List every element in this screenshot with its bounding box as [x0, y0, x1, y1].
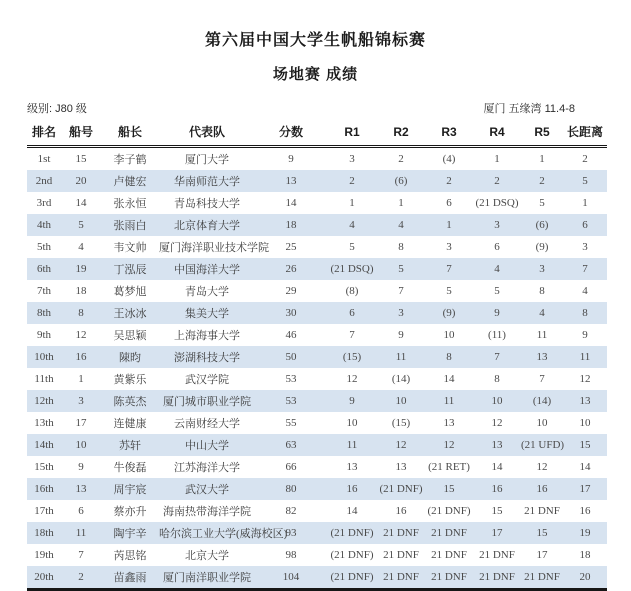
boat-number-cell: 12	[75, 329, 87, 341]
score-cell: 13	[285, 175, 297, 187]
table-row	[27, 478, 607, 500]
r2-cell: 3	[398, 307, 404, 319]
r5-cell: 17	[536, 549, 548, 561]
r2-cell: 4	[398, 219, 404, 231]
boat-number-cell: 5	[78, 219, 84, 231]
team-cell: 中山大学	[185, 440, 229, 452]
captain-cell: 王冰冰	[113, 308, 147, 320]
team-cell: 厦门南洋职业学院	[163, 572, 251, 584]
r2-cell: 7	[398, 285, 404, 297]
distance-cell: 11	[579, 351, 591, 363]
team-cell: 北京体育大学	[174, 220, 240, 232]
r4-cell: 9	[494, 307, 500, 319]
distance-cell: 18	[579, 549, 591, 561]
distance-cell: 4	[582, 285, 588, 297]
distance-cell: 1	[582, 197, 588, 209]
r4-cell: 7	[494, 351, 500, 363]
r4-cell: 10	[491, 395, 503, 407]
r5-cell: (9)	[535, 241, 549, 253]
team-cell: 厦门城市职业学院	[163, 396, 251, 408]
r1-cell: 11	[346, 439, 358, 451]
r3-cell: (9)	[442, 307, 456, 319]
rank-cell: 8th	[36, 307, 52, 319]
distance-cell: 5	[582, 175, 588, 187]
r1-cell: 13	[346, 461, 358, 473]
captain-cell: 李子鹤	[113, 154, 147, 166]
header-score: 分数	[255, 120, 327, 147]
r5-cell: (14)	[532, 395, 552, 407]
r2-cell: 11	[395, 351, 407, 363]
score-cell: 66	[285, 461, 297, 473]
r4-cell: 16	[491, 483, 503, 495]
score-cell: 80	[285, 483, 297, 495]
team-cell: 青岛大学	[185, 286, 229, 298]
header-rank: 排名	[27, 120, 61, 147]
captain-cell: 周宇宸	[113, 484, 147, 496]
r2-cell: 2	[398, 153, 404, 165]
boat-number-cell: 4	[78, 241, 84, 253]
rank-cell: 4th	[36, 219, 52, 231]
table-row	[27, 258, 607, 280]
r2-cell: 12	[395, 439, 407, 451]
venue-date-label: 厦门 五缘湾 11.4-8	[483, 103, 575, 115]
distance-cell: 2	[582, 153, 588, 165]
r1-cell: 4	[349, 219, 355, 231]
score-cell: 82	[285, 505, 297, 517]
score-cell: 25	[285, 241, 297, 253]
r5-cell: 2	[539, 175, 545, 187]
score-cell: 46	[285, 329, 297, 341]
captain-cell: 吴思颖	[113, 330, 147, 342]
results-table	[27, 120, 607, 591]
team-cell: 集美大学	[185, 308, 229, 320]
team-cell: 哈尔滨工业大学(威海校区)	[159, 528, 288, 540]
boat-number-cell: 17	[75, 417, 87, 429]
team-cell: 海南热带海洋学院	[163, 506, 251, 518]
r3-cell: 21 DNF	[431, 527, 467, 539]
boat-number-cell: 11	[75, 527, 87, 539]
r1-cell: 5	[349, 241, 355, 253]
distance-cell: 7	[582, 263, 588, 275]
table-row	[27, 522, 607, 544]
score-cell: 98	[285, 549, 297, 561]
header-row	[27, 120, 607, 147]
r3-cell: 13	[443, 417, 455, 429]
r2-cell: 8	[398, 241, 404, 253]
rank-cell: 9th	[36, 329, 52, 341]
boat-number-cell: 6	[78, 505, 84, 517]
r3-cell: 2	[446, 175, 452, 187]
header-r1: R1	[327, 120, 377, 147]
captain-cell: 葛梦旭	[113, 286, 147, 298]
table-row	[27, 324, 607, 346]
r1-cell: (21 DNF)	[330, 571, 374, 583]
team-cell: 中国海洋大学	[174, 264, 240, 276]
team-cell: 澎湖科技大学	[174, 352, 240, 364]
r5-cell: 7	[539, 373, 545, 385]
captain-cell: 苏轩	[119, 440, 141, 452]
r1-cell: 6	[349, 307, 355, 319]
r5-cell: 5	[539, 197, 545, 209]
r3-cell: 1	[446, 219, 452, 231]
team-cell: 华南师范大学	[174, 176, 240, 188]
r5-cell: 11	[536, 329, 548, 341]
distance-cell: 17	[579, 483, 591, 495]
table-row	[27, 412, 607, 434]
captain-cell: 陈英杰	[113, 396, 147, 408]
header-r3: R3	[425, 120, 473, 147]
table-row	[27, 170, 607, 192]
table-row	[27, 390, 607, 412]
score-cell: 14	[285, 197, 297, 209]
rank-cell: 20th	[34, 571, 54, 583]
captain-cell: 连健康	[113, 418, 147, 430]
distance-cell: 6	[582, 219, 588, 231]
r1-cell: 1	[349, 197, 355, 209]
r5-cell: 4	[539, 307, 545, 319]
r5-cell: 3	[539, 263, 545, 275]
r4-cell: 17	[491, 527, 503, 539]
distance-cell: 19	[579, 527, 591, 539]
r1-cell: 12	[346, 373, 358, 385]
captain-cell: 苗鑫雨	[113, 572, 147, 584]
table-row	[27, 566, 607, 590]
rank-cell: 13th	[34, 417, 54, 429]
r3-cell: 11	[443, 395, 455, 407]
r5-cell: 21 DNF	[524, 571, 560, 583]
captain-cell: 蔡亦升	[113, 506, 147, 518]
r4-cell: 8	[494, 373, 500, 385]
r3-cell: 6	[446, 197, 452, 209]
boat-number-cell: 3	[78, 395, 84, 407]
rank-cell: 15th	[34, 461, 54, 473]
table-row	[27, 280, 607, 302]
score-cell: 63	[285, 439, 297, 451]
table-row	[27, 346, 607, 368]
boat-number-cell: 10	[75, 439, 87, 451]
header-r5: R5	[521, 120, 563, 147]
table-row	[27, 214, 607, 236]
r5-cell: 16	[536, 483, 548, 495]
meta-row	[27, 100, 607, 116]
distance-cell: 9	[582, 329, 588, 341]
rank-cell: 16th	[34, 483, 54, 495]
rank-cell: 17th	[34, 505, 54, 517]
boat-number-cell: 16	[75, 351, 87, 363]
score-cell: 29	[285, 285, 297, 297]
table-row	[27, 544, 607, 566]
team-cell: 厦门海洋职业技术学院	[159, 242, 269, 254]
score-cell: 9	[288, 153, 294, 165]
rank-cell: 1st	[37, 153, 51, 165]
team-cell: 武汉学院	[185, 374, 229, 386]
r4-cell: 13	[491, 439, 503, 451]
captain-cell: 丁泓辰	[113, 264, 147, 276]
distance-cell: 10	[579, 417, 591, 429]
header-r2: R2	[377, 120, 425, 147]
r5-cell: 15	[536, 527, 548, 539]
rank-cell: 19th	[34, 549, 54, 561]
r3-cell: 21 DNF	[431, 571, 467, 583]
r1-cell: (21 DNF)	[330, 527, 374, 539]
distance-cell: 12	[579, 373, 591, 385]
score-cell: 53	[285, 395, 297, 407]
boat-number-cell: 8	[78, 307, 84, 319]
r3-cell: 14	[443, 373, 455, 385]
r4-cell: 21 DNF	[479, 571, 515, 583]
captain-cell: 牛俊磊	[113, 462, 147, 474]
r2-cell: 21 DNF	[383, 527, 419, 539]
r4-cell: 3	[494, 219, 500, 231]
r5-cell: 1	[539, 153, 545, 165]
table-row	[27, 302, 607, 324]
team-cell: 上海海事大学	[174, 330, 240, 342]
distance-cell: 15	[579, 439, 591, 451]
score-cell: 93	[285, 527, 297, 539]
captain-cell: 黄紫乐	[113, 374, 147, 386]
rank-cell: 14th	[34, 439, 54, 451]
boat-number-cell: 15	[75, 153, 87, 165]
header-boat: 船号	[61, 120, 101, 147]
r3-cell: 3	[446, 241, 452, 253]
r2-cell: 1	[398, 197, 404, 209]
rank-cell: 5th	[36, 241, 52, 253]
r2-cell: 16	[395, 505, 407, 517]
r3-cell: 8	[446, 351, 452, 363]
score-cell: 55	[285, 417, 297, 429]
boat-number-cell: 9	[78, 461, 84, 473]
team-cell: 云南财经大学	[174, 418, 240, 430]
table-row	[27, 456, 607, 478]
r4-cell: 2	[494, 175, 500, 187]
r4-cell: 21 DNF	[479, 549, 515, 561]
r4-cell: (21 DSQ)	[475, 197, 519, 209]
team-cell: 武汉大学	[185, 484, 229, 496]
boat-number-cell: 19	[75, 263, 87, 275]
r1-cell: 2	[349, 175, 355, 187]
r3-cell: 10	[443, 329, 455, 341]
r2-cell: 10	[395, 395, 407, 407]
r2-cell: 21 DNF	[383, 571, 419, 583]
r3-cell: (21 RET)	[428, 461, 470, 473]
r2-cell: (14)	[391, 373, 411, 385]
boat-number-cell: 1	[78, 373, 84, 385]
score-cell: 53	[285, 373, 297, 385]
team-cell: 厦门大学	[185, 154, 229, 166]
r1-cell: (21 DSQ)	[330, 263, 374, 275]
r2-cell: (6)	[394, 175, 408, 187]
captain-cell: 张永恒	[113, 198, 147, 210]
r5-cell: 12	[536, 461, 548, 473]
captain-cell: 韦文帅	[113, 242, 147, 254]
r1-cell: 10	[346, 417, 358, 429]
boat-number-cell: 13	[75, 483, 87, 495]
captain-cell: 芮思铭	[113, 550, 147, 562]
rank-cell: 3rd	[36, 197, 52, 209]
r1-cell: 7	[349, 329, 355, 341]
header-team: 代表队	[159, 120, 255, 147]
table-row	[27, 434, 607, 456]
r4-cell: 15	[491, 505, 503, 517]
distance-cell: 8	[582, 307, 588, 319]
boat-number-cell: 7	[78, 549, 84, 561]
r5-cell: (6)	[535, 219, 549, 231]
r3-cell: 15	[443, 483, 455, 495]
rank-cell: 6th	[36, 263, 52, 275]
distance-cell: 16	[579, 505, 591, 517]
r4-cell: 5	[494, 285, 500, 297]
r3-cell: 5	[446, 285, 452, 297]
r2-cell: (15)	[391, 417, 411, 429]
r4-cell: 14	[491, 461, 503, 473]
r4-cell: 12	[491, 417, 503, 429]
r1-cell: 14	[346, 505, 358, 517]
rank-cell: 2nd	[35, 175, 53, 187]
r4-cell: 6	[494, 241, 500, 253]
r1-cell: 9	[349, 395, 355, 407]
captain-cell: 陶宇辛	[113, 528, 147, 540]
r3-cell: (4)	[442, 153, 456, 165]
captain-cell: 卢健宏	[113, 176, 147, 188]
page-subtitle: 场地赛 成绩	[272, 66, 359, 83]
table-row	[27, 368, 607, 390]
r4-cell: (11)	[488, 329, 506, 341]
r1-cell: 3	[349, 153, 355, 165]
table-row	[27, 236, 607, 258]
table-row	[27, 500, 607, 522]
header-distance: 长距离	[563, 120, 607, 147]
r2-cell: (21 DNF)	[379, 483, 423, 495]
r1-cell: (21 DNF)	[330, 549, 374, 561]
r3-cell: 21 DNF	[431, 549, 467, 561]
r5-cell: 13	[536, 351, 548, 363]
r1-cell: 16	[346, 483, 358, 495]
r2-cell: 5	[398, 263, 404, 275]
header-r4: R4	[473, 120, 521, 147]
score-cell: 26	[285, 263, 297, 275]
distance-cell: 14	[579, 461, 591, 473]
captain-cell: 张雨白	[113, 220, 147, 232]
distance-cell: 13	[579, 395, 591, 407]
rank-cell: 10th	[34, 351, 54, 363]
header-captain: 船长	[101, 120, 159, 147]
page-title: 第六届中国大学生帆船锦标赛	[204, 32, 426, 49]
table-row	[27, 192, 607, 214]
rank-cell: 7th	[36, 285, 52, 297]
class-label: 级别: J80 级	[27, 103, 87, 115]
rank-cell: 11th	[34, 373, 54, 385]
rank-cell: 12th	[34, 395, 54, 407]
rank-cell: 18th	[34, 527, 54, 539]
boat-number-cell: 20	[75, 175, 87, 187]
team-cell: 北京大学	[185, 550, 229, 562]
team-cell: 青岛科技大学	[174, 198, 240, 210]
boat-number-cell: 14	[75, 197, 87, 209]
boat-number-cell: 2	[78, 571, 84, 583]
r2-cell: 13	[395, 461, 407, 473]
r5-cell: 21 DNF	[524, 505, 560, 517]
r1-cell: (15)	[342, 351, 362, 363]
score-cell: 50	[285, 351, 297, 363]
table-row	[27, 147, 607, 171]
r2-cell: 21 DNF	[383, 549, 419, 561]
r4-cell: 1	[494, 153, 500, 165]
r3-cell: 12	[443, 439, 455, 451]
r5-cell: 10	[536, 417, 548, 429]
r5-cell: 8	[539, 285, 545, 297]
score-cell: 30	[285, 307, 297, 319]
results-body	[27, 147, 607, 590]
distance-cell: 20	[579, 571, 591, 583]
team-cell: 江苏海洋大学	[174, 462, 240, 474]
boat-number-cell: 18	[75, 285, 87, 297]
score-cell: 104	[282, 571, 300, 583]
r4-cell: 4	[494, 263, 500, 275]
r3-cell: 7	[446, 263, 452, 275]
r1-cell: (8)	[345, 285, 359, 297]
r3-cell: (21 DNF)	[427, 505, 471, 517]
distance-cell: 3	[582, 241, 588, 253]
r2-cell: 9	[398, 329, 404, 341]
captain-cell: 陳昀	[119, 352, 141, 364]
r5-cell: (21 UFD)	[521, 439, 565, 451]
score-cell: 18	[285, 219, 297, 231]
